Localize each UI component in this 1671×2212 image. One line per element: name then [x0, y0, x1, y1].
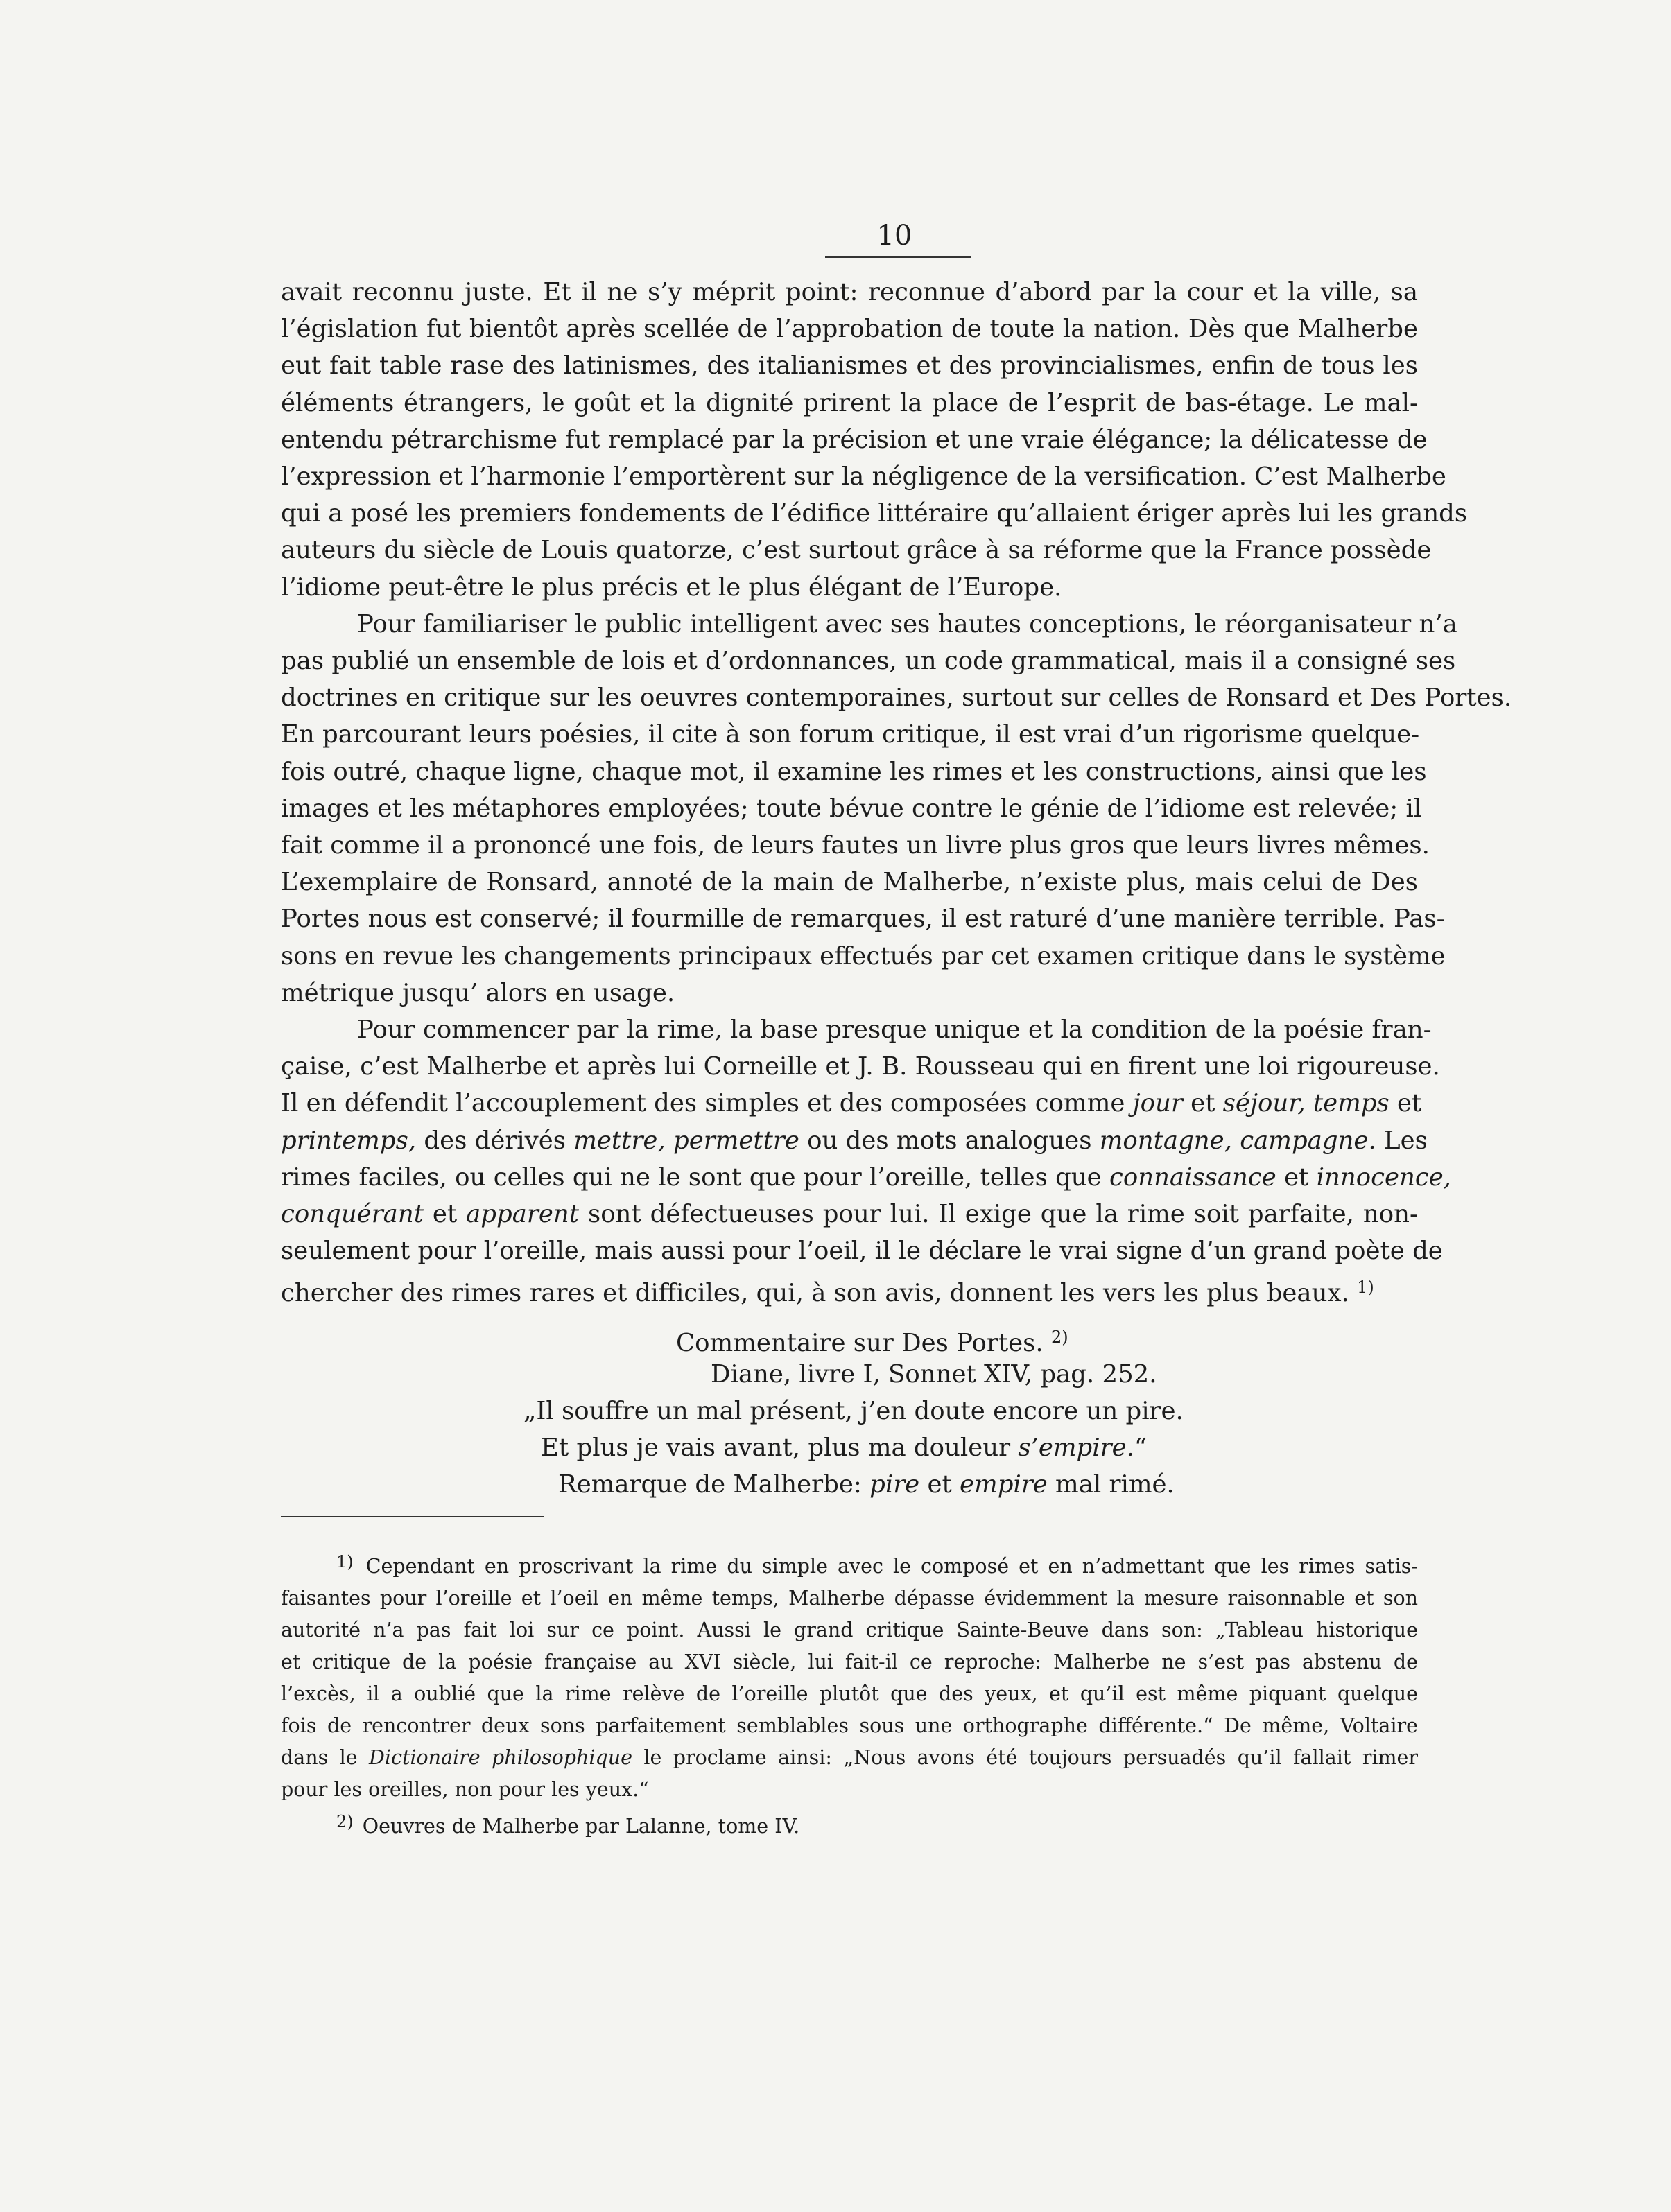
- text-run: Cependant en proscrivant la rime du simple avec le composé et en n’admettant que les rimes satis-: [365, 1555, 1418, 1578]
- text-line: [281, 1085, 1422, 1122]
- text-line: entendu pétrarchisme fut remplacé par la précision et une vraie élégance; la délicatesse de: [281, 425, 1428, 454]
- text-line: [281, 1269, 1418, 1312]
- italic-term: Dictionaire philosophique: [369, 1746, 632, 1769]
- paragraph-critique: [281, 606, 1512, 1011]
- text-run: et: [423, 1200, 467, 1229]
- text-line: pas publié un ensemble de lois et d’ordonnances, un code grammatical, mais il a consigné ses: [281, 647, 1456, 676]
- text-run: le proclame ainsi: „Nous avons été toujours persuadés qu’il fallait rimer: [632, 1746, 1418, 1769]
- text-run: Remarque de Malherbe:: [558, 1470, 870, 1499]
- text-run: rimes faciles, ou celles qui ne le sont que pour l’oreille, telles que: [281, 1162, 1109, 1192]
- footnote-marker: 2): [336, 1812, 354, 1831]
- italic-term: apparent: [466, 1200, 580, 1229]
- italic-term: mettre, permettre: [573, 1126, 799, 1155]
- text-line: auteurs du siècle de Louis quatorze, c’est surtout grâce à sa réforme que la France possède: [281, 536, 1432, 565]
- text-line: Pour commencer par la rime, la base presque unique et la condition de la poésie fran-: [357, 1016, 1432, 1045]
- header-rule: [825, 256, 971, 258]
- footnote-rule: [281, 1516, 544, 1517]
- malherbe-remark: [558, 1466, 1175, 1503]
- text-run: ou des mots analogues: [799, 1126, 1100, 1155]
- text-line: images et les métaphores employées; toute bévue contre le génie de l’idiome est relevée; il: [281, 794, 1422, 823]
- text-line: l’expression et l’harmonie l’emportèrent sur la négligence de la versification. C’est Malherbe: [281, 462, 1446, 491]
- text-run: mal rimé.: [1047, 1470, 1175, 1499]
- italic-term: empire: [960, 1470, 1048, 1499]
- page-number: 10: [876, 220, 912, 252]
- footnote-line: faisantes pour l’oreille et l’oeil en même temps, Malherbe dépasse évidemment la mesure raisonnable et son: [281, 1587, 1418, 1610]
- verse-line-1: „Il souffre un mal présent, j’en doute encore un pire.: [523, 1397, 1184, 1425]
- text-line: [281, 1196, 1418, 1233]
- footnote-1: [281, 1546, 1418, 1806]
- footnote-line: [281, 1546, 1418, 1583]
- footnote-marker: 1): [336, 1552, 354, 1571]
- text-line: l’égislation fut bientôt après scellée de l’approbation de toute la nation. Dès que Malherbe: [281, 315, 1418, 344]
- italic-term: s’empire.: [1018, 1434, 1134, 1462]
- footnote-ref-2: 2): [1050, 1327, 1068, 1347]
- text-line: sons en revue les changements principaux effectués par cet examen critique dans le système: [281, 941, 1446, 970]
- text-run: chercher des rimes rares et difficiles, qui, à son avis, donnent les vers les plus beaux.: [281, 1279, 1349, 1308]
- italic-term: connaissance: [1109, 1162, 1276, 1192]
- text-line: métrique jusqu’ alors en usage.: [281, 978, 675, 1007]
- text-run: Commentaire sur Des Portes.: [676, 1329, 1044, 1357]
- quote-source: Diane, livre I, Sonnet XIV, pag. 252.: [711, 1360, 1157, 1388]
- text-line: fait comme il a prononcé une fois, de leurs fautes un livre plus gros que leurs livres mêmes.: [281, 831, 1430, 860]
- text-line: avait reconnu juste. Et il ne s’y méprit point: reconnue d’abord par la cour et la ville, sa: [281, 278, 1418, 306]
- text-run: et: [1276, 1162, 1317, 1192]
- italic-term: printemps,: [281, 1126, 417, 1155]
- text-line: Portes nous est conservé; il fourmille de remarques, il est raturé d’une manière terrible. Pas-: [281, 905, 1445, 934]
- text-run: et: [919, 1470, 960, 1499]
- paragraph-malherbe-reform: [281, 274, 1468, 606]
- text-run: des dérivés: [416, 1126, 574, 1155]
- text-run: Il en défendit l’accouplement des simples et des composées comme: [281, 1089, 1133, 1118]
- text-line: seulement pour l’oreille, mais aussi pour l’oeil, il le déclare le vrai signe d’un grand poète de: [281, 1237, 1443, 1266]
- footnotes: [281, 1546, 1418, 1843]
- text-line: fois outré, chaque ligne, chaque mot, il examine les rimes et les constructions, ainsi que les: [281, 757, 1427, 786]
- text-run: sont défectueuses pour lui. Il exige que la rime soit parfaite, non-: [579, 1200, 1418, 1229]
- text-line: [281, 1159, 1452, 1196]
- footnote-line: et critique de la poésie française au XVI siècle, lui fait-il ce reproche: Malherbe ne s’est pas abstenu de: [281, 1651, 1418, 1673]
- footnote-2: [281, 1806, 1418, 1843]
- main-text: [281, 274, 1512, 1312]
- footnote-line: autorité n’a pas fait loi sur ce point. Aussi le grand critique Sainte-Beuve dans son: „Tableau historique: [281, 1619, 1418, 1641]
- text-run: dans le: [281, 1746, 370, 1769]
- footnote-line: [281, 1742, 1418, 1774]
- paragraph-rime: [281, 1011, 1452, 1312]
- text-run: Les: [1376, 1126, 1428, 1155]
- text-line: l’idiome peut-être le plus précis et le plus élégant de l’Europe.: [281, 573, 1062, 602]
- text-run: et: [1182, 1089, 1223, 1118]
- text-line: qui a posé les premiers fondements de l’édifice littéraire qu’allaient ériger après lui les grands: [281, 499, 1468, 528]
- text-line: éléments étrangers, le goût et la dignité prirent la place de l’esprit de bas-étage. Le mal-: [281, 388, 1418, 417]
- text-run: Et plus je vais avant, plus ma douleur: [541, 1434, 1019, 1462]
- italic-term: montagne, campagne.: [1099, 1126, 1376, 1155]
- italic-term: séjour, temps: [1222, 1089, 1389, 1118]
- verse-line-2: [541, 1429, 1147, 1466]
- text-run: Oeuvres de Malherbe par Lalanne, tome IV.: [362, 1815, 800, 1838]
- text-line: L’exemplaire de Ronsard, annoté de la main de Malherbe, n’existe plus, mais celui de Des: [281, 868, 1418, 897]
- text-line: çaise, c’est Malherbe et après lui Corneille et J. B. Rousseau qui en firent une loi rigoureuse.: [281, 1052, 1440, 1081]
- text-run: “: [1134, 1434, 1148, 1462]
- footnote-ref-1: 1): [1357, 1278, 1374, 1298]
- italic-term: conquérant: [281, 1200, 424, 1229]
- text-line: eut fait table rase des latinismes, des italianismes et des provincialismes, enfin de tous les: [281, 351, 1418, 381]
- footnote-line: pour les oreilles, non pour les yeux.“: [281, 1778, 649, 1801]
- text-line: Pour familiariser le public intelligent avec ses hautes conceptions, le réorganisateur n’a: [357, 609, 1457, 638]
- footnote-line: fois de rencontrer deux sons parfaitement semblables sous une orthographe différente.“ De même, Voltaire: [281, 1714, 1418, 1737]
- italic-term: jour: [1132, 1089, 1183, 1118]
- footnote-line: [281, 1806, 1418, 1843]
- text-line: [281, 1122, 1428, 1159]
- italic-term: innocence,: [1316, 1162, 1452, 1192]
- text-line: En parcourant leurs poésies, il cite à son forum critique, il est vrai d’un rigorisme quelque-: [281, 720, 1420, 749]
- footnote-line: l’excès, il a oublié que la rime relève de l’oreille plutôt que des yeux, et qu’il est même piquant quelque: [281, 1682, 1418, 1705]
- text-run: et: [1389, 1089, 1422, 1118]
- text-line: doctrines en critique sur les oeuvres contemporaines, surtout sur celles de Ronsard et Des Portes.: [281, 683, 1512, 713]
- italic-term: pire: [869, 1470, 920, 1499]
